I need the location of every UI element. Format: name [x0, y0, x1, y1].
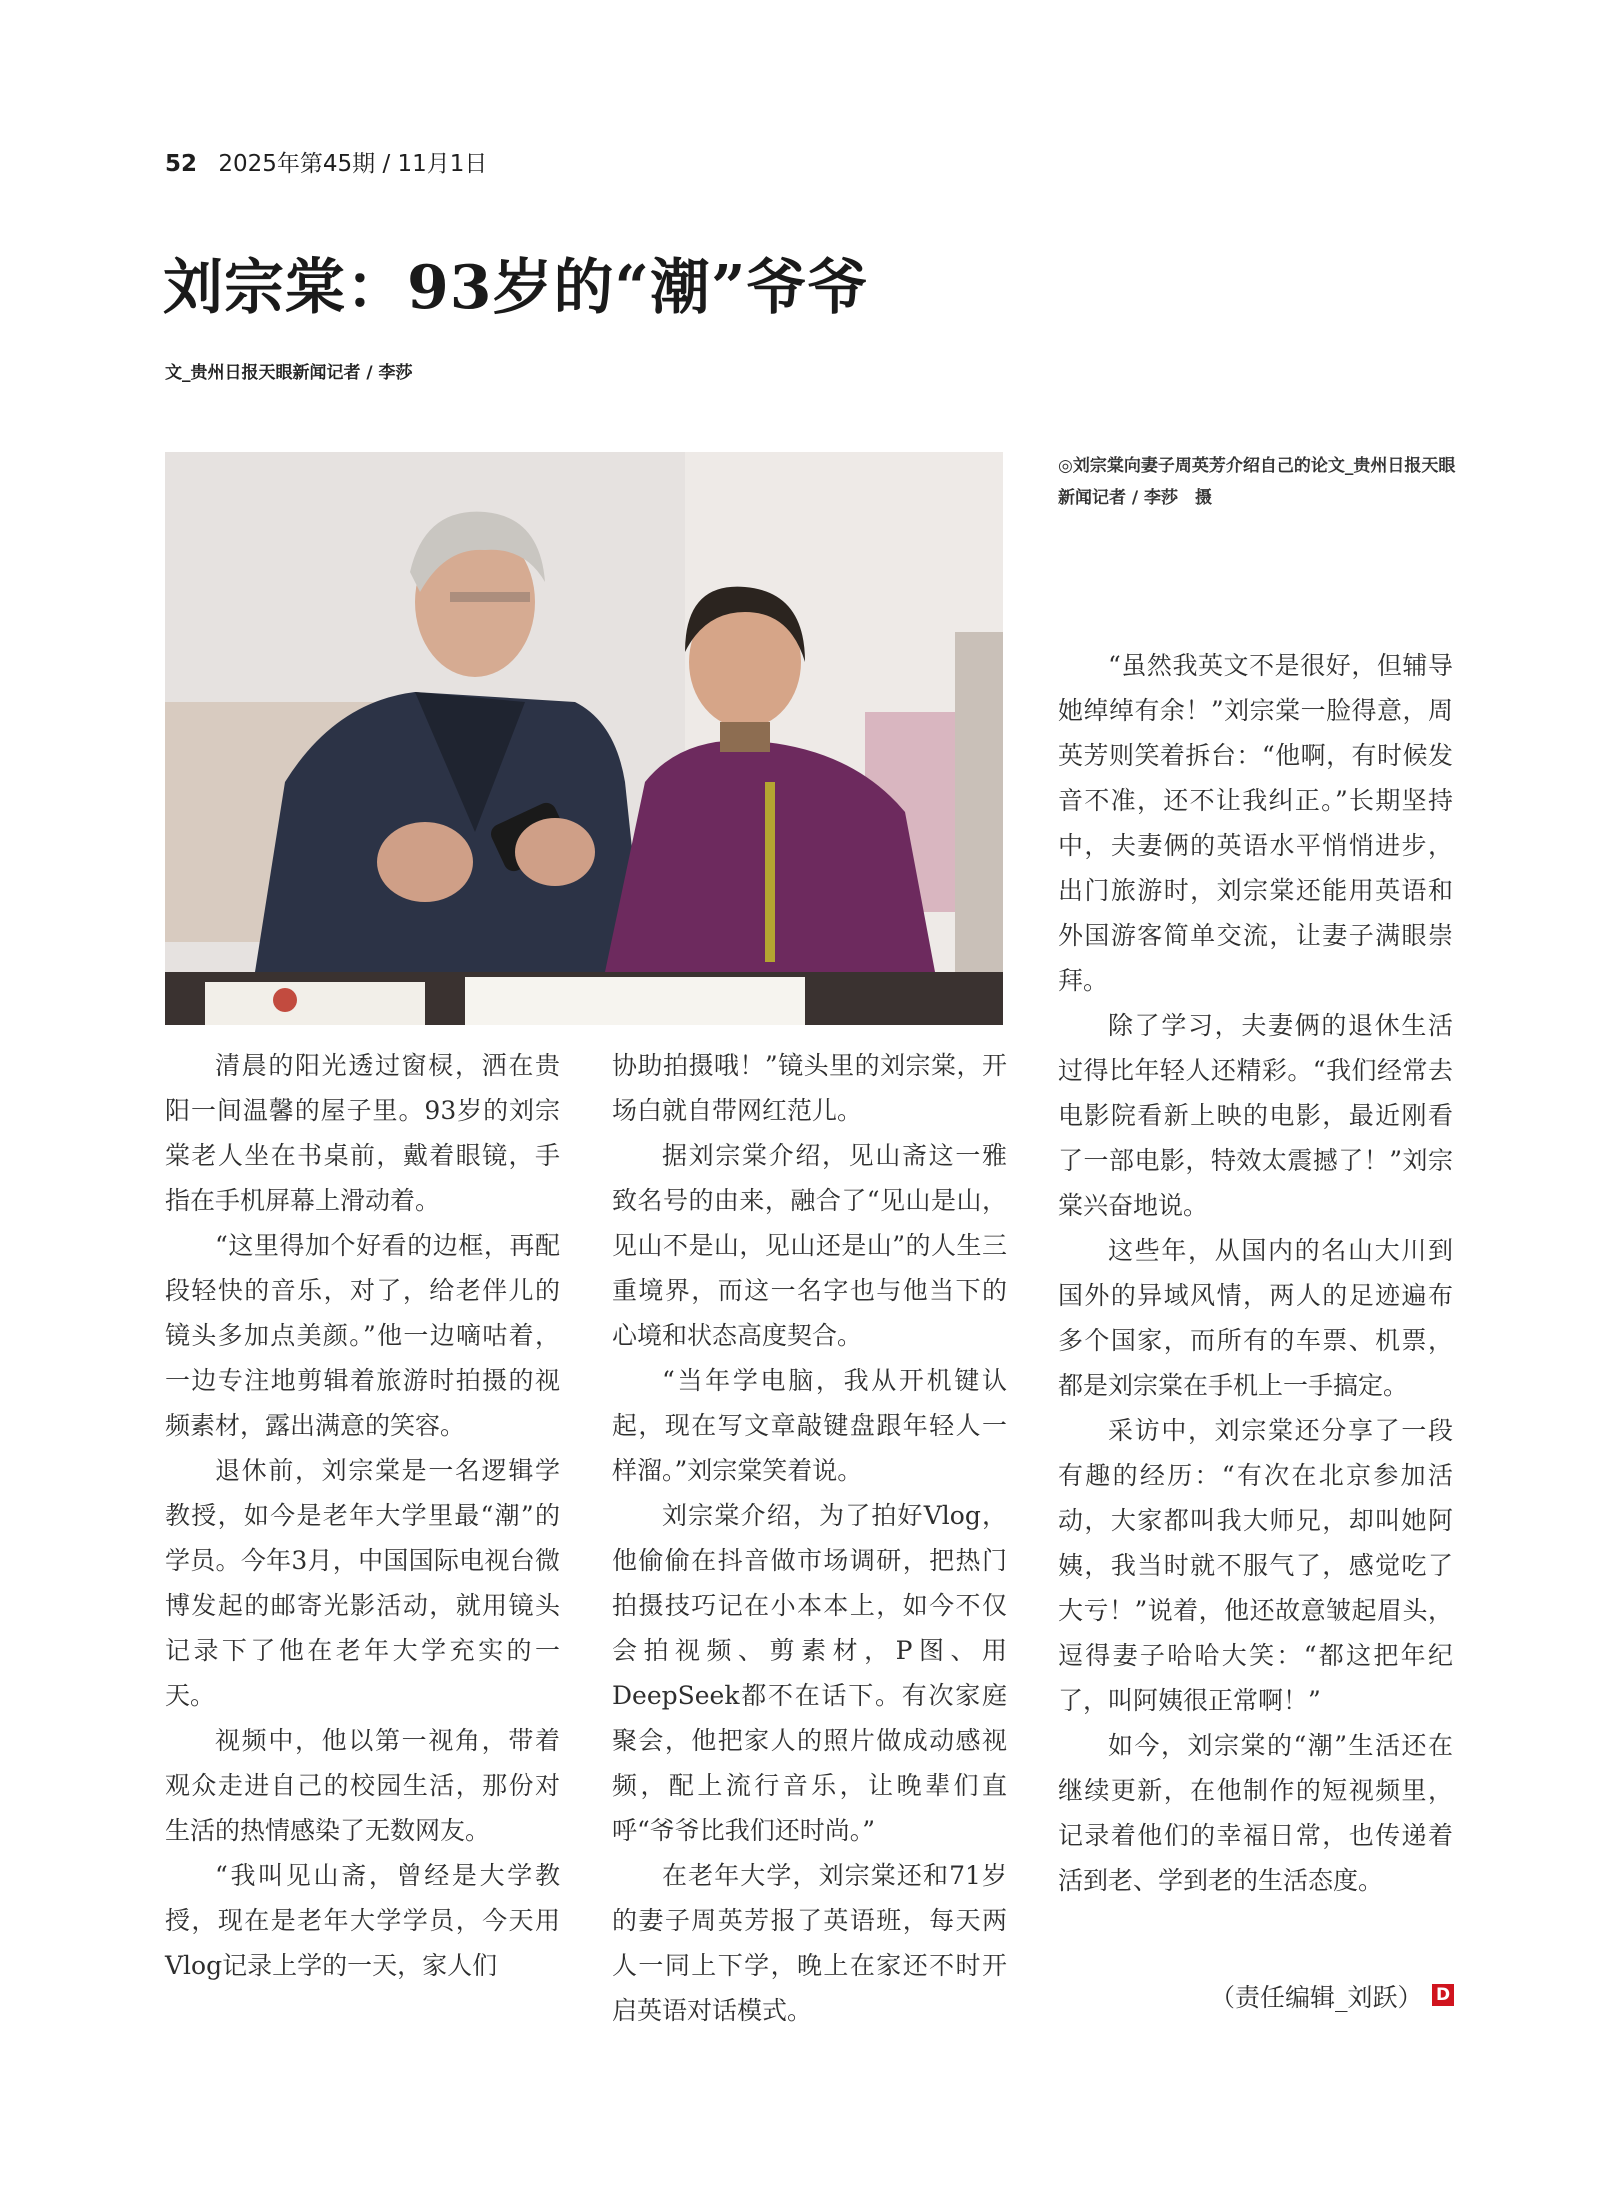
paragraph: “我叫见山斋，曾经是大学教授，现在是老年大学学员，今天用Vlog记录上学的一天，家人们	[165, 1861, 560, 1980]
photo-caption: ◎刘宗棠向妻子周英芳介绍自己的论文_贵州日报天眼新闻记者 / 李莎 摄	[1058, 456, 1456, 508]
paragraph-continuation: 协助拍摄哦！”镜头里的刘宗棠，开场白就自带网红范儿。	[612, 1051, 1007, 1125]
page-header	[165, 145, 487, 178]
article-column-1	[165, 1043, 560, 1988]
paragraph: 据刘宗棠介绍，见山斋这一雅致名号的由来，融合了“见山是山，见山不是山，见山还是山”的人生三重境界，而这一名字也与他当下的心境和状态高度契合。	[612, 1141, 1007, 1350]
article-column-3	[1058, 643, 1453, 1903]
paragraph: 除了学习，夫妻俩的退休生活过得比年轻人还精彩。“我们经常去电影院看新上映的电影，最近刚看了一部电影，特效太震撼了！”刘宗棠兴奋地说。	[1058, 1011, 1453, 1220]
paragraph: 在老年大学，刘宗棠还和71岁的妻子周英芳报了英语班，每天两人一同上下学，晚上在家还不时开启英语对话模式。	[612, 1861, 1007, 2025]
paragraph: “这里得加个好看的边框，再配段轻快的音乐，对了，给老伴儿的镜头多加点美颜。”他一边嘀咕着，一边专注地剪辑着旅游时拍摄的视频素材，露出满意的笑容。	[165, 1231, 560, 1440]
paragraph: 退休前，刘宗棠是一名逻辑学教授，如今是老年大学里最“潮”的学员。今年3月，中国国际电视台微博发起的邮寄光影活动，就用镜头记录下了他在老年大学充实的一天。	[165, 1456, 560, 1710]
page-number: 52	[165, 151, 198, 177]
article-title: 刘宗棠：93岁的“潮”爷爷	[163, 253, 869, 323]
article-column-2	[612, 1043, 1007, 2033]
paragraph: “当年学电脑，我从开机键认起，现在写文章敲键盘跟年轻人一样溜。”刘宗棠笑着说。	[612, 1366, 1007, 1485]
paragraph: 如今，刘宗棠的“潮”生活还在继续更新，在他制作的短视频里，记录着他们的幸福日常，也传递着活到老、学到老的生活态度。	[1058, 1731, 1453, 1895]
byline: 文_贵州日报天眼新闻记者 / 李莎	[165, 363, 413, 383]
paragraph: 采访中，刘宗棠还分享了一段有趣的经历：“有次在北京参加活动，大家都叫我大师兄，却叫她阿姨，我当时就不服气了，感觉吃了大亏！”说着，他还故意皱起眉头，逗得妻子哈哈大笑：“都这把年纪了，叫阿姨很正常啊！”	[1058, 1416, 1453, 1715]
end-mark-icon: D	[1432, 1984, 1454, 2006]
article-photo	[165, 452, 1003, 1025]
editor-note: （责任编辑_刘跃）	[1210, 1983, 1423, 2012]
paragraph: 这些年，从国内的名山大川到国外的异域风情，两人的足迹遍布多个国家，而所有的车票、机票，都是刘宗棠在手机上一手搞定。	[1058, 1236, 1453, 1400]
paragraph: 刘宗棠介绍，为了拍好Vlog，他偷偷在抖音做市场调研，把热门拍摄技巧记在小本本上，如今不仅会拍视频、剪素材，P图、用DeepSeek都不在话下。有次家庭聚会，他把家人的照片做成动感视频，配上流行音乐，让晚辈们直呼“爷爷比我们还时尚。”	[612, 1501, 1007, 1845]
issue-info: 2025年第45期 / 11月1日	[218, 151, 488, 177]
paragraph: 清晨的阳光透过窗棂，洒在贵阳一间温馨的屋子里。93岁的刘宗棠老人坐在书桌前，戴着眼镜，手指在手机屏幕上滑动着。	[165, 1051, 560, 1215]
photo-illustration	[165, 452, 1003, 1025]
paragraph: “虽然我英文不是很好，但辅导她绰绰有余！”刘宗棠一脸得意，周英芳则笑着拆台：“他啊，有时候发音不准，还不让我纠正。”长期坚持中，夫妻俩的英语水平悄悄进步，出门旅游时，刘宗棠还能用英语和外国游客简单交流，让妻子满眼崇拜。	[1058, 651, 1453, 995]
paragraph: 视频中，他以第一视角，带着观众走进自己的校园生活，那份对生活的热情感染了无数网友。	[165, 1726, 560, 1845]
